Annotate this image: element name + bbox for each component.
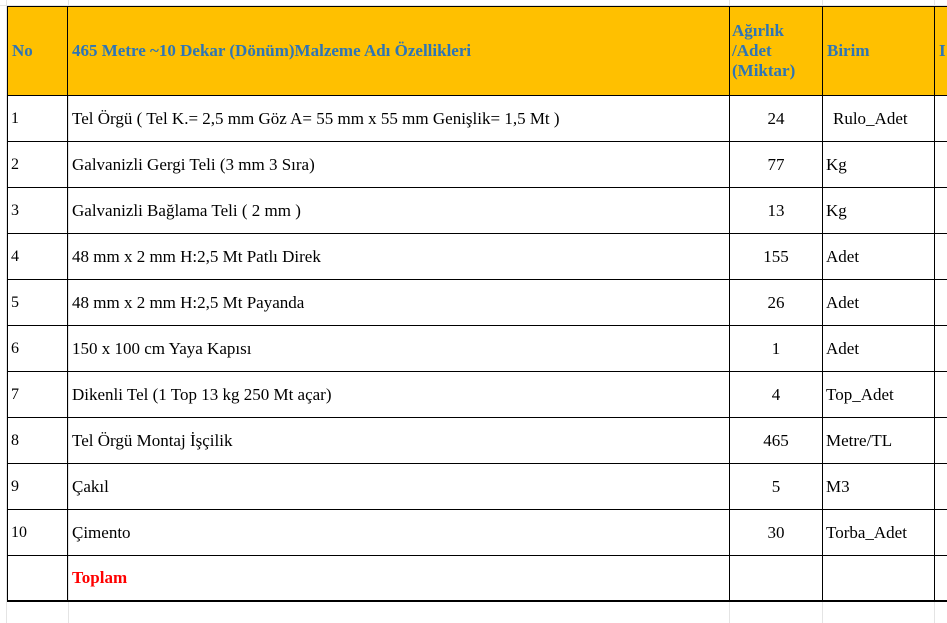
header-extra-cell[interactable] bbox=[935, 7, 947, 96]
cell-qty[interactable]: 155 bbox=[730, 234, 823, 280]
table-row bbox=[8, 188, 947, 234]
header-no: No bbox=[12, 41, 33, 60]
cell-unit[interactable]: Adet bbox=[823, 326, 935, 372]
header-name: 465 Metre ~10 Dekar (Dönüm)Malzeme Adı Özellikleri bbox=[72, 41, 472, 60]
cell-qty[interactable]: 4 bbox=[730, 372, 823, 418]
cell-no[interactable]: 5 bbox=[8, 280, 68, 326]
cell-name[interactable]: 48 mm x 2 mm H:2,5 Mt Payanda bbox=[68, 280, 730, 326]
cell-extra[interactable] bbox=[935, 96, 947, 142]
cell-no[interactable]: 6 bbox=[8, 326, 68, 372]
cell-unit[interactable]: Kg bbox=[823, 142, 935, 188]
cell-extra[interactable] bbox=[935, 142, 947, 188]
cell-qty[interactable]: 26 bbox=[730, 280, 823, 326]
total-qty-cell[interactable] bbox=[730, 556, 823, 602]
table-row bbox=[8, 418, 947, 464]
cell-no[interactable]: 4 bbox=[8, 234, 68, 280]
table-row bbox=[8, 326, 947, 372]
cell-qty[interactable]: 465 bbox=[730, 418, 823, 464]
cell-unit[interactable]: Adet bbox=[823, 234, 935, 280]
cell-extra[interactable] bbox=[935, 418, 947, 464]
cell-name[interactable]: 48 mm x 2 mm H:2,5 Mt Patlı Direk bbox=[68, 234, 730, 280]
cell-no[interactable]: 7 bbox=[8, 372, 68, 418]
table-row bbox=[8, 510, 947, 556]
total-label[interactable]: Toplam bbox=[68, 556, 730, 602]
cell-name[interactable]: Tel Örgü Montaj İşçilik bbox=[68, 418, 730, 464]
cell-name[interactable]: Galvanizli Gergi Teli (3 mm 3 Sıra) bbox=[68, 142, 730, 188]
cell-unit[interactable]: Metre/TL bbox=[823, 418, 935, 464]
cell-no[interactable]: 3 bbox=[8, 188, 68, 234]
header-no-cell[interactable] bbox=[8, 7, 68, 96]
cell-no[interactable]: 1 bbox=[8, 96, 68, 142]
cell-no[interactable]: 9 bbox=[8, 464, 68, 510]
cell-no[interactable]: 8 bbox=[8, 418, 68, 464]
cell-qty[interactable]: 1 bbox=[730, 326, 823, 372]
header-name-cell[interactable] bbox=[68, 7, 730, 96]
cell-no[interactable]: 2 bbox=[8, 142, 68, 188]
cell-extra[interactable] bbox=[935, 372, 947, 418]
header-unit-cell[interactable] bbox=[823, 7, 935, 96]
cell-name[interactable]: Galvanizli Bağlama Teli ( 2 mm ) bbox=[68, 188, 730, 234]
header-extra: I bbox=[939, 41, 946, 60]
table-row bbox=[8, 464, 947, 510]
cell-extra[interactable] bbox=[935, 510, 947, 556]
cell-unit[interactable]: Top_Adet bbox=[823, 372, 935, 418]
cell-extra[interactable] bbox=[935, 326, 947, 372]
cell-qty[interactable]: 30 bbox=[730, 510, 823, 556]
cell-name[interactable]: Tel Örgü ( Tel K.= 2,5 mm Göz A= 55 mm x 55 mm Genişlik= 1,5 Mt ) bbox=[68, 96, 730, 142]
cell-unit[interactable]: Kg bbox=[823, 188, 935, 234]
cell-unit[interactable]: Rulo_Adet bbox=[823, 96, 935, 142]
header-qty-line3: (Miktar) bbox=[732, 61, 796, 80]
cell-name[interactable]: 150 x 100 cm Yaya Kapısı bbox=[68, 326, 730, 372]
cell-name[interactable]: Dikenli Tel (1 Top 13 kg 250 Mt açar) bbox=[68, 372, 730, 418]
header-row bbox=[8, 7, 947, 96]
table-row bbox=[8, 280, 947, 326]
cell-unit[interactable]: Torba_Adet bbox=[823, 510, 935, 556]
cell-qty[interactable]: 5 bbox=[730, 464, 823, 510]
materials-table bbox=[7, 6, 947, 602]
cell-unit[interactable]: Adet bbox=[823, 280, 935, 326]
table-row bbox=[8, 142, 947, 188]
cell-qty[interactable]: 13 bbox=[730, 188, 823, 234]
cell-unit[interactable]: M3 bbox=[823, 464, 935, 510]
cell-extra[interactable] bbox=[935, 464, 947, 510]
total-unit-cell[interactable] bbox=[823, 556, 935, 602]
cell-qty[interactable]: 24 bbox=[730, 96, 823, 142]
header-unit: Birim bbox=[827, 41, 870, 60]
table-row bbox=[8, 234, 947, 280]
header-qty-line2: /Adet bbox=[732, 41, 772, 60]
cell-extra[interactable] bbox=[935, 280, 947, 326]
header-qty-cell[interactable] bbox=[730, 7, 823, 96]
header-qty-line1: Ağırlık bbox=[732, 21, 784, 40]
table-row bbox=[8, 96, 947, 142]
cell-qty[interactable]: 77 bbox=[730, 142, 823, 188]
cell-name[interactable]: Çakıl bbox=[68, 464, 730, 510]
cell-extra[interactable] bbox=[935, 556, 947, 602]
total-row bbox=[8, 556, 947, 602]
cell-name[interactable]: Çimento bbox=[68, 510, 730, 556]
cell-no[interactable] bbox=[8, 556, 68, 602]
cell-extra[interactable] bbox=[935, 234, 947, 280]
table-row bbox=[8, 372, 947, 418]
cell-no[interactable]: 10 bbox=[8, 510, 68, 556]
cell-extra[interactable] bbox=[935, 188, 947, 234]
